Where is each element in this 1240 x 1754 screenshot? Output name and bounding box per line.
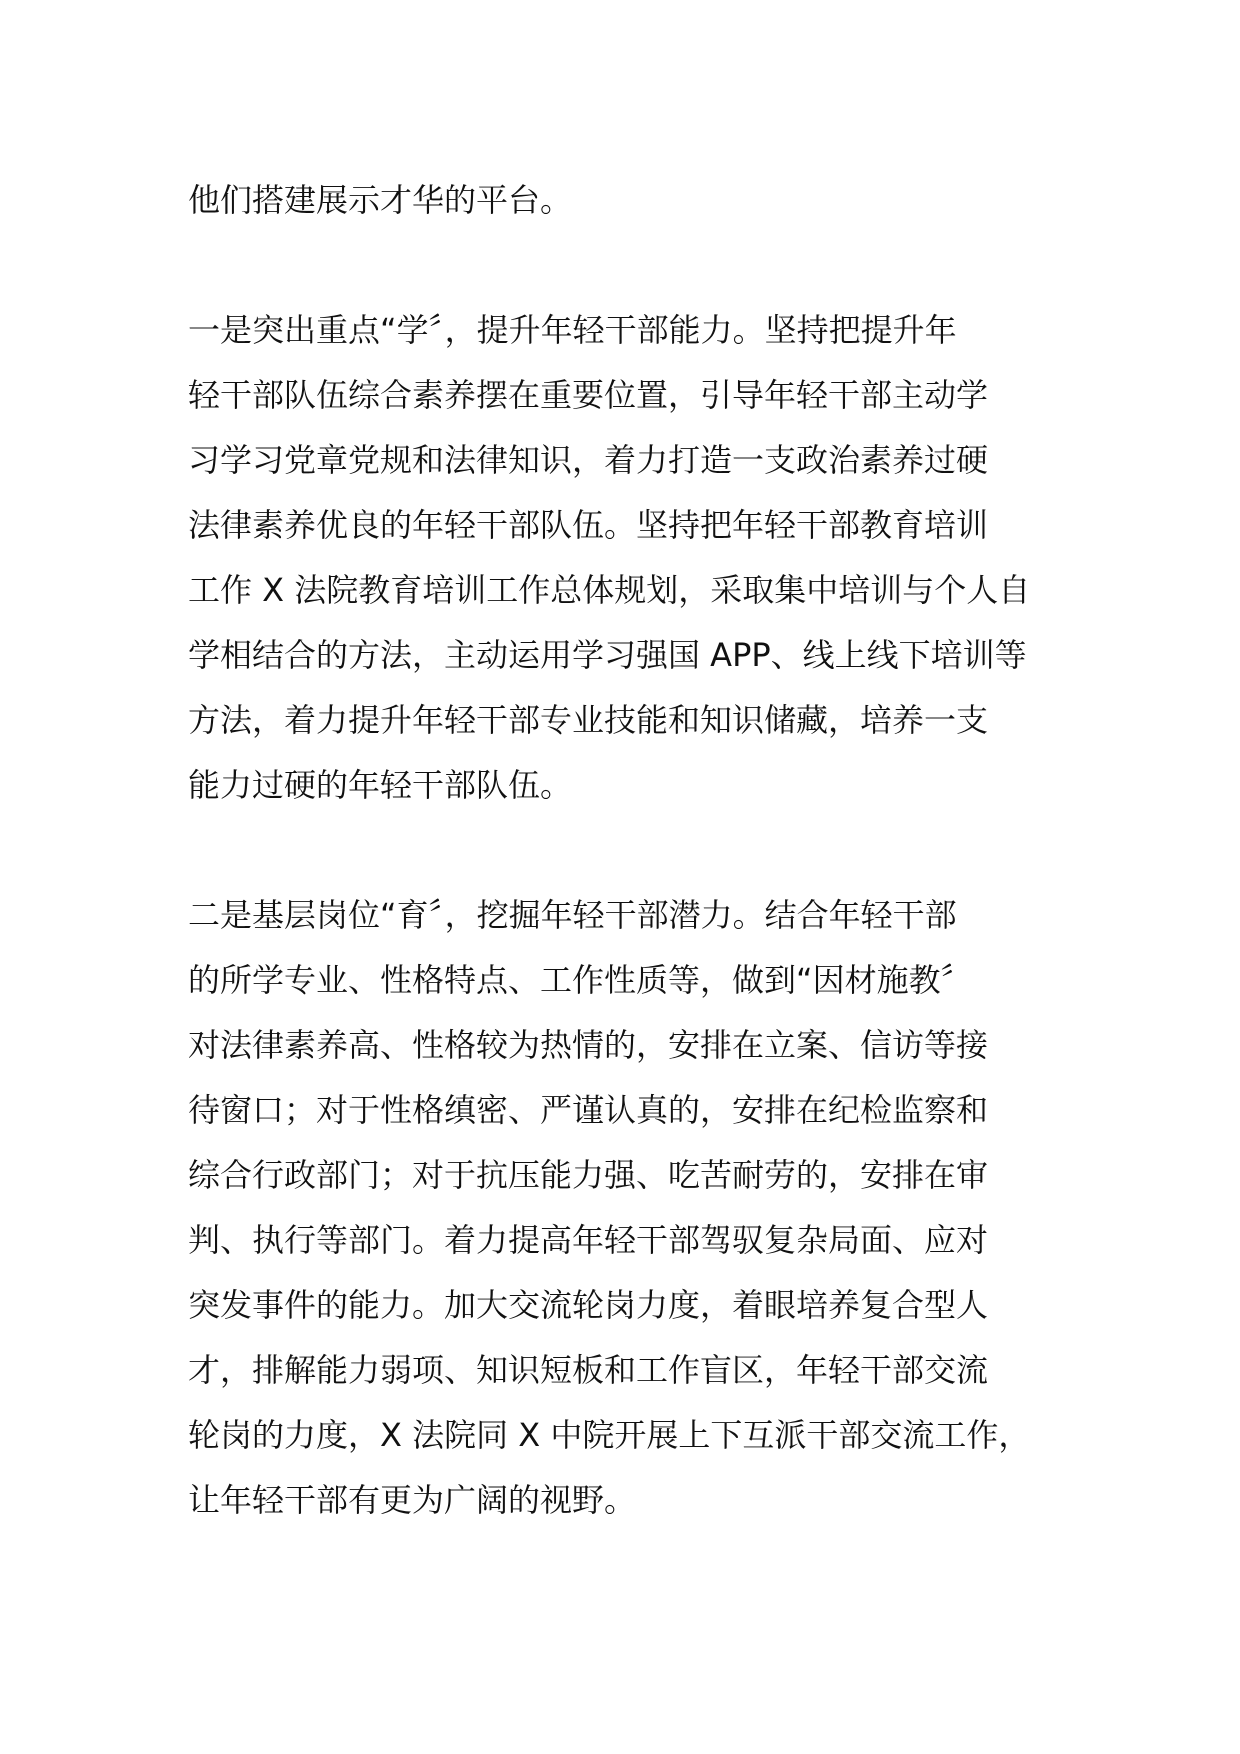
text-line: 方法，着力提升年轻干部专业技能和知识储藏，培养一支	[188, 701, 989, 739]
text-line: 让年轻干部有更为广阔的视野。	[188, 1481, 637, 1519]
text-line: 轻干部队伍综合素养摆在重要位置，引导年轻干部主动学	[188, 376, 989, 414]
text-line: 判、执行等部门。着力提高年轻干部驾驭复杂局面、应对	[188, 1221, 989, 1259]
text-line: 综合行政部门；对于抗压能力强、吃苦耐劳的，安排在审	[188, 1156, 989, 1194]
text-line: 轮岗的力度，X 法院同 X 中院开展上下互派干部交流工作，	[188, 1416, 1031, 1454]
text-line: 对法律素养高、性格较为热情的，安排在立案、信访等接	[188, 1026, 989, 1064]
text-line: 才，排解能力弱项、知识短板和工作盲区，年轻干部交流	[188, 1351, 989, 1389]
paragraph-intro-tail	[188, 168, 1058, 233]
paragraph-learning	[188, 298, 1058, 818]
paragraph-cultivation	[188, 883, 1058, 1533]
text-line: 法律素养优良的年轻干部队伍。坚持把年轻干部教育培训	[188, 506, 989, 544]
document-body	[188, 168, 1058, 1598]
text-line: 突发事件的能力。加大交流轮岗力度，着眼培养复合型人	[188, 1286, 989, 1324]
text-line: 能力过硬的年轻干部队伍。	[188, 766, 573, 804]
text-line: 待窗口；对于性格缜密、严谨认真的，安排在纪检监察和	[188, 1091, 989, 1129]
text-line: 二是基层岗位“育〞，挖掘年轻干部潜力。结合年轻干部	[188, 896, 957, 934]
text-line: 一是突出重点“学〞，提升年轻干部能力。坚持把提升年	[188, 311, 957, 349]
text-line: 他们搭建展示才华的平台。	[188, 181, 573, 219]
text-line: 的所学专业、性格特点、工作性质等，做到“因材施教〞	[188, 961, 973, 999]
text-line: 习学习党章党规和法律知识，着力打造一支政治素养过硬	[188, 441, 989, 479]
text-line: 学相结合的方法，主动运用学习强国 APP、线上线下培训等	[188, 636, 1027, 674]
text-line: 工作 X 法院教育培训工作总体规划，采取集中培训与个人自	[188, 571, 1031, 609]
